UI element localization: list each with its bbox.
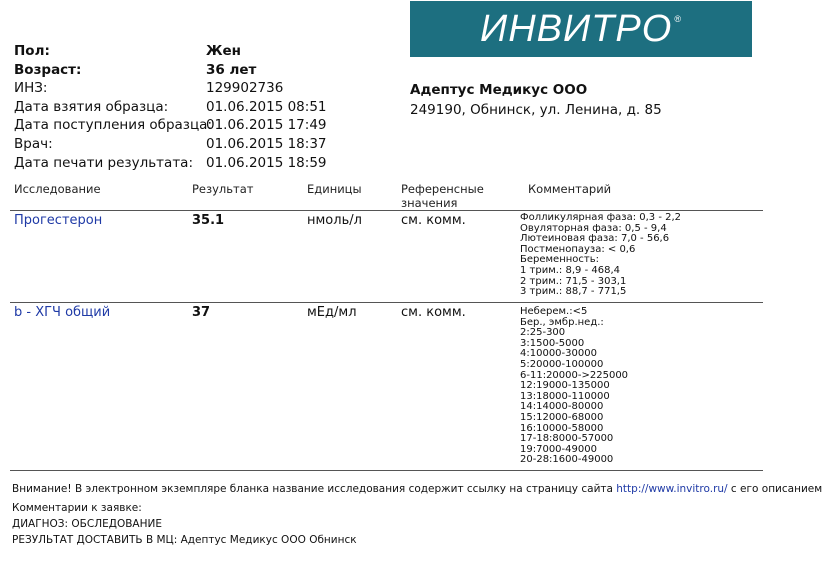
notice-after: с его описанием: [727, 483, 822, 495]
patient-row-sex: [14, 42, 327, 61]
patient-row-print-date: [14, 154, 327, 173]
received-date-value: 01.06.2015 17:49: [206, 117, 327, 134]
header-result: Результат: [192, 182, 254, 196]
lab-address: 249190, Обнинск, ул. Ленина, д. 85: [410, 102, 662, 118]
invitro-logo: [410, 1, 752, 57]
comment-progesterone: Фолликулярная фаза: 0,3 - 2,2 Овуляторная фаза: 0,5 - 9,4 Лютеиновая фаза: 7,0 - 56,6 Постменопауза: < 0,6 Беременность: 1 трим.: 8,9 - 468,4 2 трим.: 71,5 - 303,1 3 трим.: 88,7 - 771,5: [520, 212, 682, 298]
patient-row-doctor: [14, 135, 327, 154]
divider: [10, 302, 763, 303]
header-comment: Комментарий: [528, 182, 612, 196]
doctor-value: 01.06.2015 18:37: [206, 135, 327, 152]
patient-row-sample-date: [14, 98, 327, 117]
age-label: Возраст:: [14, 61, 82, 78]
patient-row-age: [14, 61, 327, 80]
print-date-value: 01.06.2015 18:59: [206, 154, 327, 171]
header-ref: Референсные значения: [401, 182, 484, 210]
test-link-hcg[interactable]: b - ХГЧ общий: [14, 305, 111, 320]
registered-mark: ®: [674, 14, 682, 24]
diagnosis-text: ДИАГНОЗ: ОБСЛЕДОВАНИЕ: [12, 518, 162, 530]
logo-text: ИНВИТРО: [480, 7, 673, 50]
inz-value: 129902736: [206, 80, 284, 97]
divider: [10, 470, 763, 471]
ref-progesterone: см. комм.: [401, 213, 466, 228]
test-link-progesterone[interactable]: Прогестерон: [14, 213, 103, 228]
ref-hcg: см. комм.: [401, 305, 466, 320]
print-date-label: Дата печати результата:: [14, 154, 194, 171]
delivery-text: РЕЗУЛЬТАТ ДОСТАВИТЬ В МЦ: Адептус Медикус ООО Обнинск: [12, 534, 357, 546]
comments-label: Комментарии к заявке:: [12, 502, 142, 514]
result-hcg: 37: [192, 305, 211, 320]
patient-info: [14, 42, 327, 172]
invitro-site-link[interactable]: http://www.invitro.ru/: [616, 483, 728, 495]
patient-row-inz: [14, 79, 327, 98]
sex-label: Пол:: [14, 43, 50, 59]
lab-info: [410, 80, 662, 120]
inz-label: ИНЗ:: [14, 80, 48, 97]
age-value: 36 лет: [206, 61, 257, 78]
doctor-label: Врач:: [14, 135, 53, 152]
result-progesterone: 35.1: [192, 213, 225, 228]
patient-row-received-date: [14, 116, 327, 135]
header-units: Единицы: [307, 182, 362, 196]
sample-date-label: Дата взятия образца:: [14, 98, 169, 115]
header-test: Исследование: [14, 182, 101, 196]
comment-hcg: Неберем.:<5 Бер., эмбр.нед.: 2:25-300 3:1500-5000 4:10000-30000 5:20000-100000 6-11:20000->225000 12:19000-135000 13:18000-110000 14:14000-80000 15:12000-68000 16:10000-58000 17-18:8000-57000 19:7000-49000 20-28:1600-49000: [520, 306, 629, 466]
notice-before: Внимание! В электронном экземпляре бланка название исследования содержит ссылку на страницу сайта: [12, 483, 617, 495]
divider: [10, 210, 763, 211]
units-progesterone: нмоль/л: [307, 213, 362, 228]
sample-date-value: 01.06.2015 08:51: [206, 98, 327, 115]
lab-name: Адептус Медикус ООО: [410, 82, 588, 98]
received-date-label: Дата поступления образца:: [14, 117, 212, 134]
units-hcg: мЕд/мл: [307, 305, 357, 320]
sex-value: Жен: [206, 43, 242, 59]
notice-text: [12, 483, 822, 495]
